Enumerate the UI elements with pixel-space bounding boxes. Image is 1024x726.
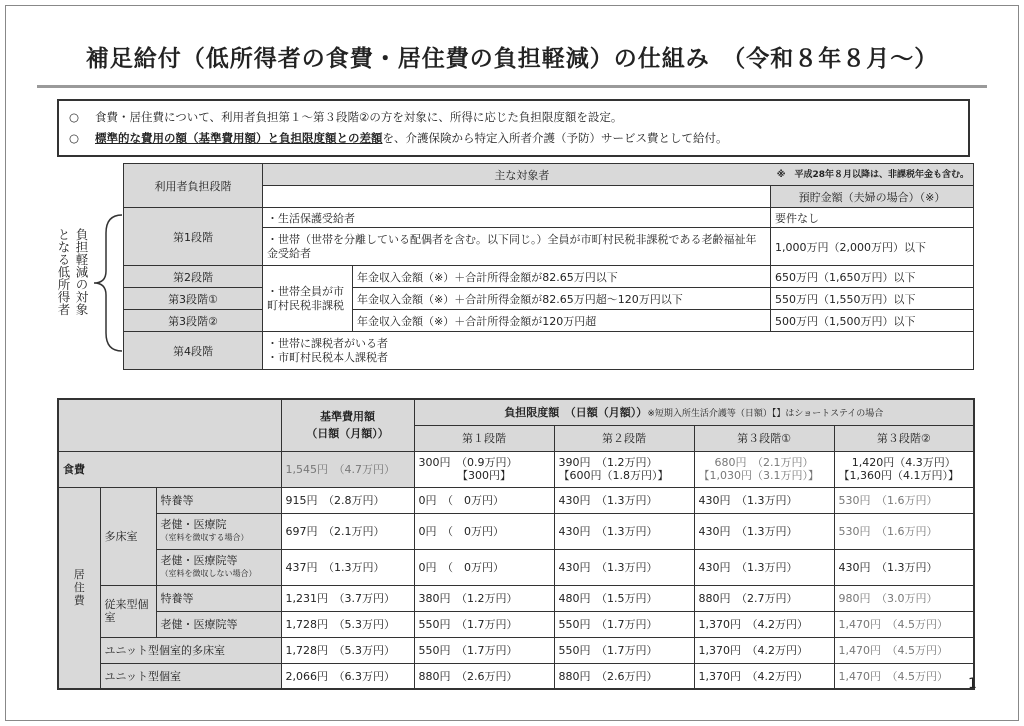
row-base: 1,728円 （5.3万円） [281,611,414,637]
intro-line-2 [69,128,958,149]
header-target [263,164,974,186]
row-base: 1,728円 （5.3万円） [281,637,414,663]
row-label [156,513,281,549]
food-s2-main: 390円 （1.2万円） [558,456,658,469]
row-base: 1,231円 （3.7万円） [281,585,414,611]
food-s2-short: 【600円（1.8万円）】 [558,469,669,482]
stage-3b: 第3段階② [124,310,263,332]
s1b-text: ・世帯（世帯を分離している配偶者を含む。以下同じ。）全員が市町村民税非課税である老齢福祉年金受給者 [263,228,771,266]
s1b-savings: 1,000万円（2,000万円）以下 [771,228,974,266]
row-s3a: 1,370円 （4.2万円） [694,637,834,663]
s4-text [263,332,974,370]
row-s2: 430円 （1.3万円） [554,487,694,513]
row-s2: 430円 （1.3万円） [554,549,694,585]
row-base: 2,066円 （6.3万円） [281,663,414,689]
intro-box [57,99,970,157]
row-base: 697円 （2.1万円） [281,513,414,549]
row-s3b: 1,470円 （4.5万円） [834,663,974,689]
stage-2: 第2段階 [124,266,263,288]
row-s3b: 530円 （1.6万円） [834,487,974,513]
intro-text-2: を、介護保険から特定入所者介護（予防）サービス費として給付。 [382,131,728,145]
row-label: 特養等 [156,487,281,513]
food-s3a-main: 680円 （2.1万円） [714,456,814,469]
row-s1: 550円 （1.7万円） [414,637,554,663]
header-target-label: 主な対象者 [494,168,550,182]
eligibility-table [123,163,974,370]
page-title: 補足給付（低所得者の食費・居住費の負担軽減）の仕組み （令和８年８月～） [85,46,939,72]
row-base: 437円 （1.3万円） [281,549,414,585]
row-s2: 480円 （1.5万円） [554,585,694,611]
row-s3b: 980円 （3.0万円） [834,585,974,611]
header-stage: 利用者負担段階 [124,164,263,208]
s1a-text: ・生活保護受給者 [263,208,771,228]
row-s1: 0円 （ 0万円） [414,487,554,513]
row-label-sub: （室料を徴収する場合） [160,533,249,542]
row-s2: 880円 （2.6万円） [554,663,694,689]
s1a-savings: 要件なし [771,208,974,228]
bullet-circle: ○ [69,131,80,145]
row-s3a: 430円 （1.3万円） [694,487,834,513]
brace-shape [84,213,124,353]
header-limit [414,399,974,425]
header-limit-note: ※短期入所生活介護等（日額）【】はショートステイの場合 [647,409,884,420]
food-s3b-short: 【1,360円（4.1万円）】 [838,469,960,482]
food-s1-main: 300円 （0.9万円） [418,456,518,469]
side-label-col2: となる低所得者 [56,228,71,316]
s2-savings: 650万円（1,650万円）以下 [771,266,974,288]
stage-1: 第1段階 [124,208,263,266]
row-s3a: 1,370円 （4.2万円） [694,663,834,689]
row-s3b: 430円 （1.3万円） [834,549,974,585]
food-s3a-short: 【1,030円（3.1万円）】 [698,469,820,482]
food-s1-short: 【300円】 [457,469,512,482]
title-rule [37,85,987,88]
food-label: 食費 [58,451,281,487]
food-s2 [554,451,694,487]
multi-label: 多床室 [100,487,156,585]
row-s1: 880円 （2.6万円） [414,663,554,689]
row-label: ユニット型個室的多床室 [100,637,281,663]
header-s1: 第１段階 [414,425,554,451]
s3b-savings: 500万円（1,500万円）以下 [771,310,974,332]
row-label-main: 老健・医療院 [160,518,227,531]
s4-line-2: ・市町村民税本人課税者 [267,350,388,364]
stage-4: 第4段階 [124,332,263,370]
s2-text: 年金収入金額（※）＋合計所得金額が82.65万円以下 [353,266,771,288]
row-s3a: 430円 （1.3万円） [694,549,834,585]
s3b-text: 年金収入金額（※）＋合計所得金額が120万円超 [353,310,771,332]
s4-line-1: ・世帯に課税者がいる者 [267,336,388,350]
row-s1: 380円 （1.2万円） [414,585,554,611]
header-limit-label: 負担限度額 （日額（月額）） [504,406,648,420]
group-text: ・世帯全員が市町村民税非課税 [263,266,353,332]
row-label: ユニット型個室 [100,663,281,689]
food-s1 [414,451,554,487]
row-s3a: 880円 （2.7万円） [694,585,834,611]
row-s2: 550円 （1.7万円） [554,637,694,663]
food-s3b-main: 1,420円（4.3万円） [851,456,956,469]
header-blank [263,186,771,208]
intro-text-1: 食費・居住費について、利用者負担第１～第３段階②の方を対象に、所得に応じた負担限度額を設定。 [95,110,623,124]
cost-table [57,398,975,690]
row-s3b: 530円 （1.6万円） [834,513,974,549]
row-label [156,549,281,585]
header-note: ※ 平成28年８月以降は、非課税年金も含む。 [776,169,970,180]
row-s1: 0円 （ 0万円） [414,549,554,585]
row-s3b: 1,470円 （4.5万円） [834,637,974,663]
row-base: 915円 （2.8万円） [281,487,414,513]
row-label: 特養等 [156,585,281,611]
s3a-text: 年金収入金額（※）＋合計所得金額が82.65万円超～120万円以下 [353,288,771,310]
stage-3a: 第3段階① [124,288,263,310]
row-label-sub: （室料を徴収しない場合） [160,569,257,578]
row-s3a: 430円 （1.3万円） [694,513,834,549]
s3a-savings: 550万円（1,550万円）以下 [771,288,974,310]
row-s2: 550円 （1.7万円） [554,611,694,637]
row-label-main: 老健・医療院等 [160,554,238,567]
header-base-sub: （日額（月額）） [306,427,389,441]
row-s3a: 1,370円 （4.2万円） [694,611,834,637]
bullet-circle: ○ [69,110,80,124]
row-s2: 430円 （1.3万円） [554,513,694,549]
page-number: 1 [968,676,977,692]
header-s2: 第２段階 [554,425,694,451]
row-s3b: 1,470円 （4.5万円） [834,611,974,637]
row-s1: 0円 （ 0万円） [414,513,554,549]
food-s3a [694,451,834,487]
intro-emphasis: 標準的な費用の額（基準費用額）と負担限度額との差額 [95,131,383,145]
header-base-label: 基準費用額 [320,410,376,424]
corner-cell [58,399,281,451]
row-s1: 550円 （1.7万円） [414,611,554,637]
conv-label: 従来型個室 [100,585,156,637]
intro-line-1 [69,107,958,128]
food-base: 1,545円 （4.7万円） [281,451,414,487]
header-s3a: 第３段階① [694,425,834,451]
header-base [281,399,414,451]
header-s3b: 第３段階② [834,425,974,451]
header-savings: 預貯金額（夫婦の場合）（※） [771,186,974,208]
housing-label: 居住費 [58,487,100,689]
side-label-col1: 負担軽減の対象 [74,228,89,316]
food-s3b [834,451,974,487]
row-label: 老健・医療院等 [156,611,281,637]
